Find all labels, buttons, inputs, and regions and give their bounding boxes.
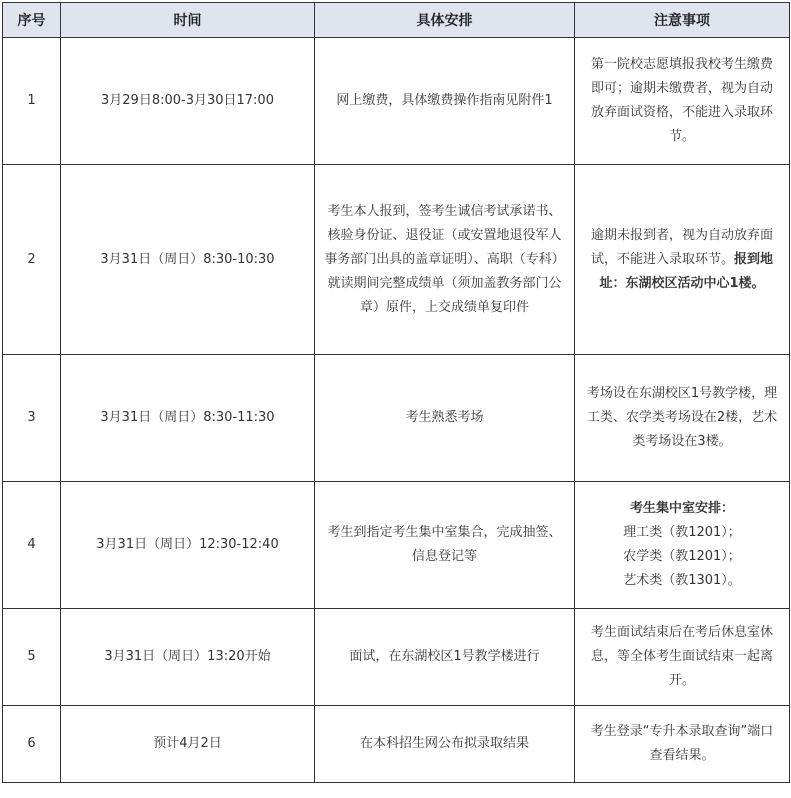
- cell-notes: 考生登录“专升本录取查询”端口查看结果。: [575, 706, 790, 783]
- cell-arrangement: 在本科招生网公布拟录取结果: [315, 706, 575, 783]
- cell-arrangement: 考生本人报到，签考生诚信考试承诺书、核验身份证、退役证（或安置地退役军人事务部门出具的盖章证明）、高职（专科）就读期间完整成绩单（须加盖教务部门公章）原件，上交成绩单复印件: [315, 165, 575, 355]
- table-row: [3, 706, 790, 783]
- cell-notes: 考生面试结束后在考后休息室休息，等全体考生面试结束一起离开。: [575, 609, 790, 706]
- cell-notes: [575, 482, 790, 609]
- cell-notes: 第一院校志愿填报我校考生缴费即可；逾期未缴费者，视为自动放弃面试资格，不能进入录取环节。: [575, 38, 790, 165]
- cell-index: 5: [3, 609, 61, 706]
- table-row: [3, 38, 790, 165]
- cell-index: 2: [3, 165, 61, 355]
- table-row: [3, 355, 790, 482]
- cell-time: 3月29日8:00-3月30日17:00: [61, 38, 315, 165]
- header-time: 时间: [61, 3, 315, 38]
- cell-notes: [575, 165, 790, 355]
- cell-arrangement: 面试，在东湖校区1号教学楼进行: [315, 609, 575, 706]
- cell-index: 4: [3, 482, 61, 609]
- cell-arrangement: 考生到指定考生集中室集合，完成抽签、信息登记等: [315, 482, 575, 609]
- cell-index: 6: [3, 706, 61, 783]
- table-row: [3, 482, 790, 609]
- header-index: 序号: [3, 3, 61, 38]
- cell-arrangement: 网上缴费，具体缴费操作指南见附件1: [315, 38, 575, 165]
- cell-time: 3月31日（周日）13:20开始: [61, 609, 315, 706]
- notes-line: 理工类（教1201）；: [623, 525, 741, 540]
- notes-text: 逾期未报到者，视为自动放弃面试，不能进入录取环节。: [590, 227, 773, 267]
- table-row: [3, 165, 790, 355]
- cell-time: 3月31日（周日）8:30-10:30: [61, 165, 315, 355]
- cell-index: 1: [3, 38, 61, 165]
- notes-title: 考生集中室安排：: [629, 501, 734, 516]
- notes-line: 艺术类（教1301）。: [623, 573, 741, 588]
- header-arrangement: 具体安排: [315, 3, 575, 38]
- schedule-table: [2, 2, 790, 783]
- cell-time: 3月31日（周日）8:30-11:30: [61, 355, 315, 482]
- cell-notes: 考场设在东湖校区1号教学楼，理工类、农学类考场设在2楼，艺术类考场设在3楼。: [575, 355, 790, 482]
- cell-index: 3: [3, 355, 61, 482]
- cell-time: 3月31日（周日）12:30-12:40: [61, 482, 315, 609]
- cell-time: 预计4月2日: [61, 706, 315, 783]
- cell-arrangement: 考生熟悉考场: [315, 355, 575, 482]
- notes-line: 农学类（教1201）；: [623, 549, 741, 564]
- table-row: [3, 609, 790, 706]
- header-notes: 注意事项: [575, 3, 790, 38]
- checkin-address: 报到地址：东湖校区活动中心1楼。: [599, 251, 774, 291]
- table-header-row: [3, 3, 790, 38]
